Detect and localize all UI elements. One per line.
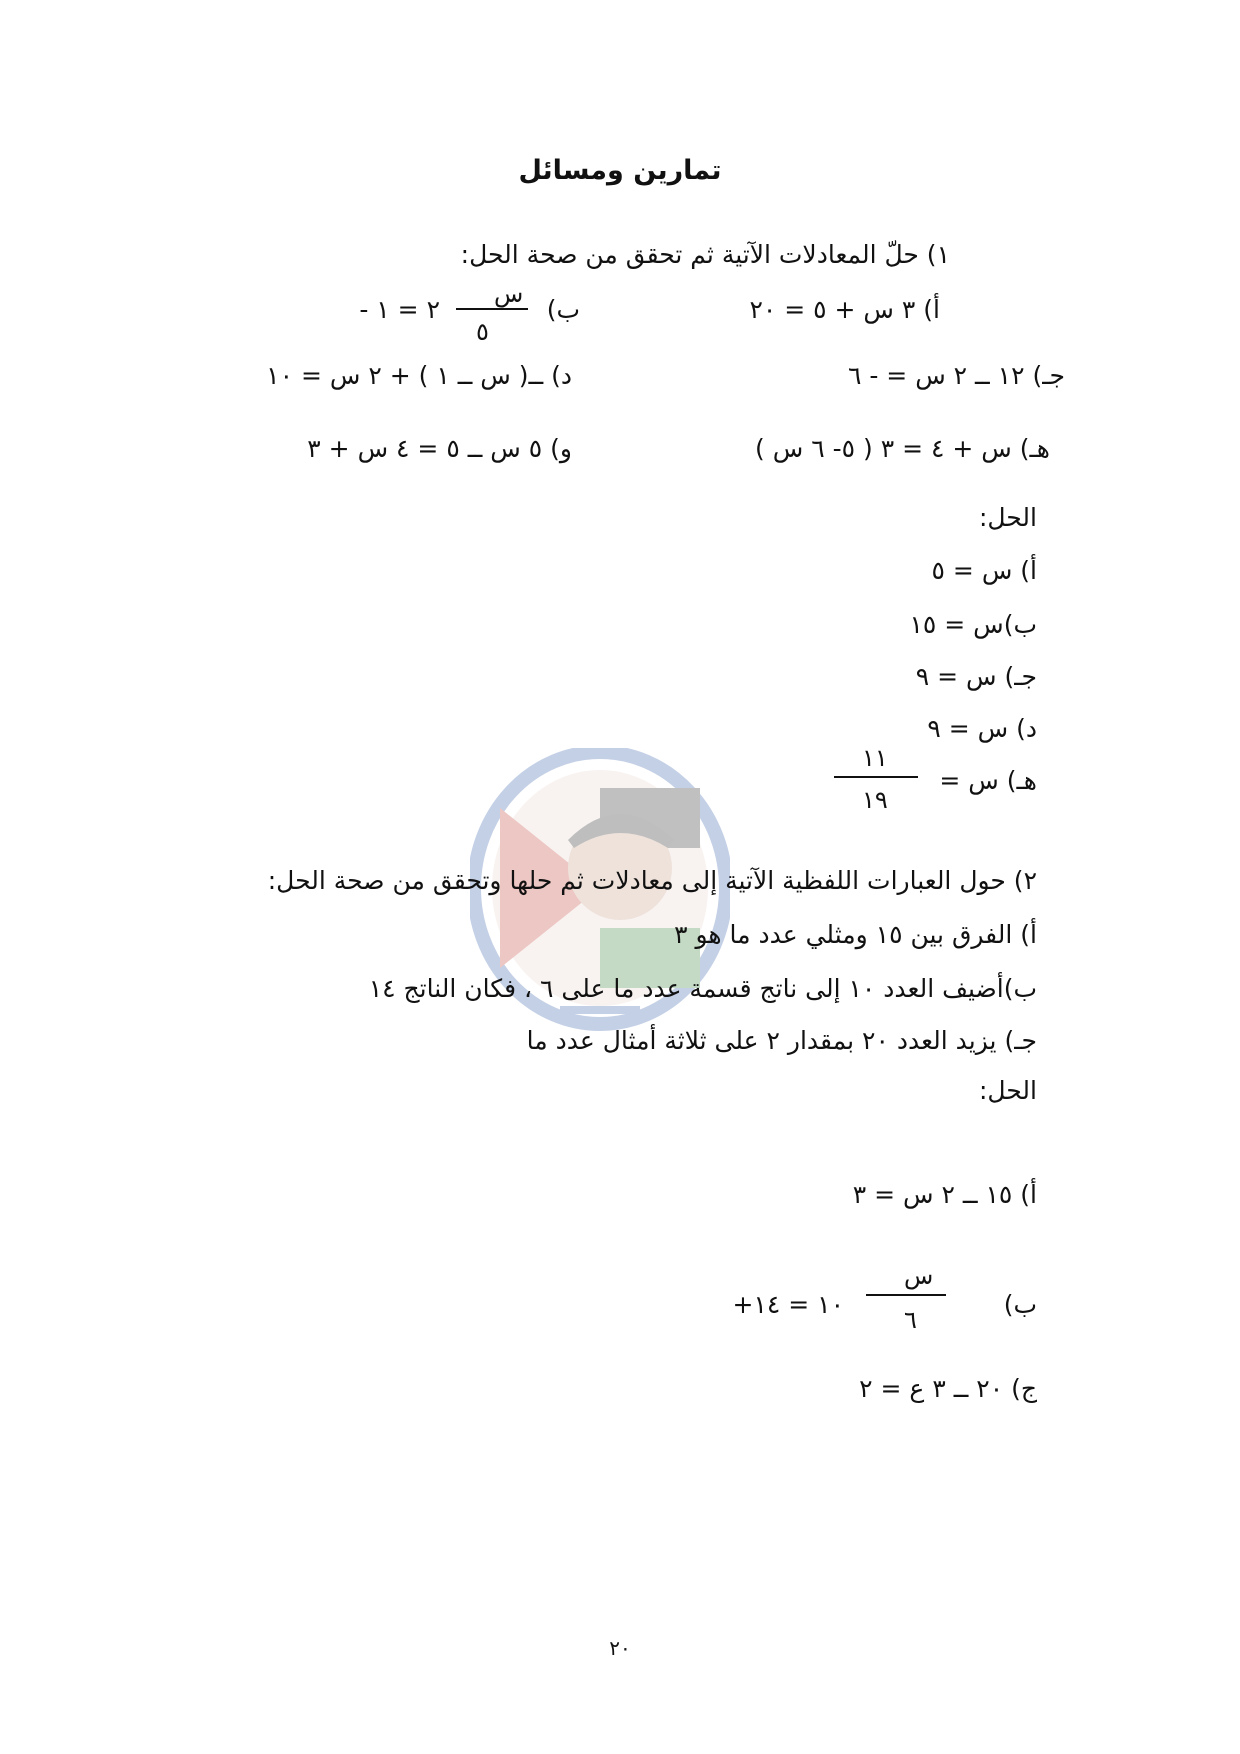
- q2-solution-c: ج) ٢٠ ــ ٣ ع = ٢: [859, 1374, 1037, 1403]
- q1-item-b-denominator: ٥: [476, 318, 489, 346]
- q1-item-f: و) ٥ س ــ ٥ = ٤ س + ٣: [307, 434, 572, 463]
- q1-solution-d: د) س = ٩: [927, 714, 1037, 743]
- q1-item-b-rest: - ٢ = ١: [359, 295, 440, 324]
- q1-item-e: هـ) س + ٤ = ٣ ( ٥- ٦ س ): [755, 434, 1050, 463]
- page-title: تمارين ومسائل: [518, 155, 722, 186]
- q2-item-c: جـ) يزيد العدد ٢٠ بمقدار ٢ على ثلاثة أمثال عدد ما: [526, 1026, 1037, 1055]
- q1-prompt: ١) حلّ المعادلات الآتية ثم تحقق من صحة الحل:: [460, 240, 950, 269]
- page-number: ٢٠: [609, 1636, 631, 1660]
- q2-solution-b-denominator: ٦: [904, 1306, 917, 1334]
- q1-item-b-numerator: س: [494, 280, 524, 308]
- q1-item-c: جـ) ١٢ ــ ٢ س = - ٦: [847, 361, 1065, 390]
- q2-solution-b-numerator: س: [904, 1262, 934, 1290]
- q1-item-a: أ) ٣ س + ٥ = ٢٠: [749, 295, 940, 324]
- q1-item-b-label: ب): [546, 295, 580, 324]
- q1-item-b-fraction-bar: [456, 308, 528, 310]
- q1-solution-b: ب)س = ١٥: [909, 610, 1037, 639]
- q1-solution-e-denominator: ١٩: [862, 786, 888, 814]
- q2-prompt: ٢) حول العبارات اللفظية الآتية إلى معادلات ثم حلها وتحقق من صحة الحل:: [267, 866, 1037, 895]
- q2-solution-b-fraction-bar: [866, 1294, 946, 1296]
- q1-solution-e-label: هـ) س =: [939, 766, 1037, 795]
- watermark-url-bar: [560, 1006, 640, 1014]
- q2-item-a: أ) الفرق بين ١٥ ومثلي عدد ما هو ٣: [674, 920, 1037, 949]
- q1-solution-label: الحل:: [978, 503, 1037, 532]
- q1-item-d: د) ــ( س ــ ١ ) + ٢ س = ١٠: [266, 361, 572, 390]
- q1-solution-c: جـ) س = ٩: [915, 662, 1037, 691]
- q2-item-b: ب)أضيف العدد ١٠ إلى ناتج قسمة عدد ما على ٦ ، فكان الناتج ١٤: [368, 974, 1037, 1003]
- q2-solution-b-rest: +١٠ = ١٤: [732, 1290, 844, 1319]
- q1-solution-e-numerator: ١١: [862, 744, 888, 772]
- q2-solution-label: الحل:: [978, 1076, 1037, 1105]
- q1-solution-a: أ) س = ٥: [931, 556, 1037, 585]
- q2-solution-b-label: ب): [1003, 1290, 1037, 1319]
- q1-solution-e-fraction-bar: [834, 776, 918, 778]
- q2-solution-a: أ) ١٥ ــ ٢ س = ٣: [852, 1180, 1037, 1209]
